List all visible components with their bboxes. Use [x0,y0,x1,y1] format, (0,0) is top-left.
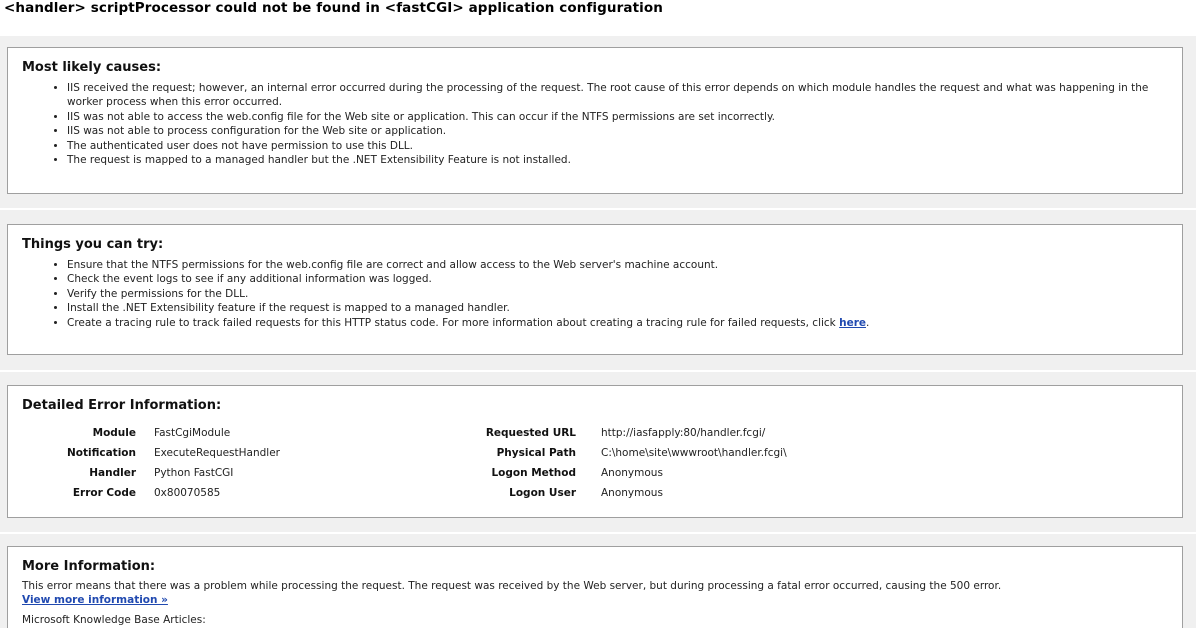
try-item: • Install the .NET Extensibility feature if the request is mapped to a managed handler. [67,301,1168,315]
details-panel [7,385,1183,518]
more-heading: More Information: [22,559,156,574]
tracing-suffix: . [866,316,870,329]
detail-value-error-code: 0x80070585 [154,487,221,499]
causes-list [22,81,1168,167]
view-more-link[interactable]: View more information » [22,594,168,606]
detail-value-module: FastCgiModule [154,427,231,439]
here-link[interactable]: here [839,316,867,329]
try-panel [7,224,1183,355]
detail-label-notification: Notification [66,447,136,459]
causes-panel [7,47,1183,194]
detail-value-logon-user: Anonymous [601,487,663,499]
detail-row [8,487,1183,507]
detail-label-logon-user: Logon User [509,487,576,499]
detail-value-requested-url: http://iasfapply:80/handler.fcgi/ [601,427,766,439]
details-heading: Detailed Error Information: [22,398,222,413]
detail-label-module: Module [92,427,136,439]
causes-heading: Most likely causes: [22,60,162,75]
cause-item: • IIS received the request; however, an internal error occurred during the processing of the request. The root cause of this error depends on which module handles the request and what was happening in the worker process when this error occurred. [67,81,1168,110]
detail-label-error-code: Error Code [72,487,136,499]
cause-item: • IIS was not able to access the web.config file for the Web site or application. This can occur if the NTFS permissions are set incorrectly. [67,110,1168,124]
try-item-tracing [67,316,1168,330]
try-list [22,258,1168,330]
detail-row [8,467,1183,487]
detail-label-handler: Handler [89,467,136,479]
try-heading: Things you can try: [22,237,164,252]
kb-heading: Microsoft Knowledge Base Articles: [22,614,206,626]
tracing-text: Create a tracing rule to track failed requests for this HTTP status code. For more information about creating a tracing rule for failed requests, click [67,316,840,329]
more-description: This error means that there was a problem while processing the request. The request was received by the Web server, but during processing a fatal error occurred, causing the 500 error. [22,580,1002,592]
detail-label-physical-path: Physical Path [496,447,576,459]
detail-value-notification: ExecuteRequestHandler [154,447,280,459]
try-item: • Check the event logs to see if any additional information was logged. [67,272,1168,286]
detail-label-logon-method: Logon Method [491,467,576,479]
detail-value-logon-method: Anonymous [601,467,663,479]
try-item: • Verify the permissions for the DLL. [67,287,1168,301]
cause-item: • IIS was not able to process configuration for the Web site or application. [67,124,1168,138]
detail-value-physical-path: C:\home\site\wwwroot\handler.fcgi\ [601,447,787,459]
detail-label-requested-url: Requested URL [485,427,576,439]
page-title: <handler> scriptProcessor could not be found in <fastCGI> application configuration [4,0,663,16]
detail-value-handler: Python FastCGI [154,467,234,479]
try-item: • Ensure that the NTFS permissions for the web.config file are correct and allow access to the Web server's machine account. [67,258,1168,272]
more-panel [7,546,1183,628]
detail-row [8,447,1183,467]
cause-item: • The request is mapped to a managed handler but the .NET Extensibility Feature is not installed. [67,153,1168,167]
detail-row [8,427,1183,447]
cause-item: • The authenticated user does not have permission to use this DLL. [67,139,1168,153]
